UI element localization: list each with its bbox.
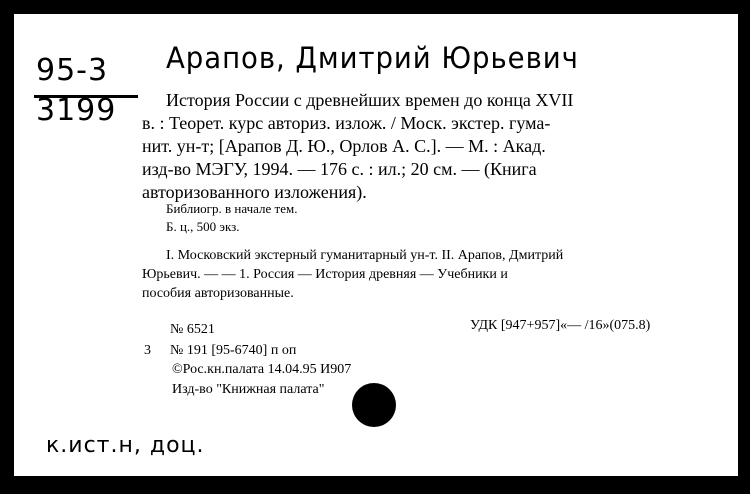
entry-line: История России с древнейших времен до конца XVII [166, 90, 574, 110]
order-info: № 191 [95-6740] п оп [170, 343, 297, 358]
tracing-line: Юрьевич. — — 1. Россия — История древняя — Учебники и [142, 267, 508, 282]
entry-line: нит. ун-т; [Арапов Д. Ю., Орлов А. С.]. — М. : Акад. [142, 136, 546, 156]
note-line: Библиогр. в начале тем. [166, 201, 298, 216]
tracing-line: I. Московский экстерный гуманитарный ун-т. II. Арапов, Дмитрий [166, 248, 564, 263]
card-number: № 6521 [170, 322, 215, 337]
order-mark: 3 [144, 343, 151, 358]
entry-line: в. : Теорет. курс авториз. излож. / Моск. экстер. гума- [142, 113, 551, 133]
note-line: Б. ц., 500 экз. [166, 219, 240, 234]
author-handwritten: Арапов, Дмитрий Юрьевич [166, 41, 579, 75]
copyright-line: ©Рос.кн.палата 14.04.95 И907 [172, 362, 352, 377]
entry-line: изд-во МЭГУ, 1994. — 176 с. : ил.; 20 см. — (Книга [142, 159, 537, 179]
shelf-mark-bottom: 3199 [36, 93, 117, 128]
publisher-line: Изд-во "Книжная палата" [172, 382, 325, 397]
entry-line: авторизованного изложения). [142, 182, 367, 202]
handwritten-note: к.ист.н, доц. [46, 433, 205, 458]
card-hole [352, 383, 396, 427]
udk-code: УДК [947+957]«— /16»(075.8) [470, 318, 651, 333]
shelf-mark-top: 95-3 [36, 53, 109, 88]
tracing-line: пособия авторизованные. [142, 286, 294, 301]
